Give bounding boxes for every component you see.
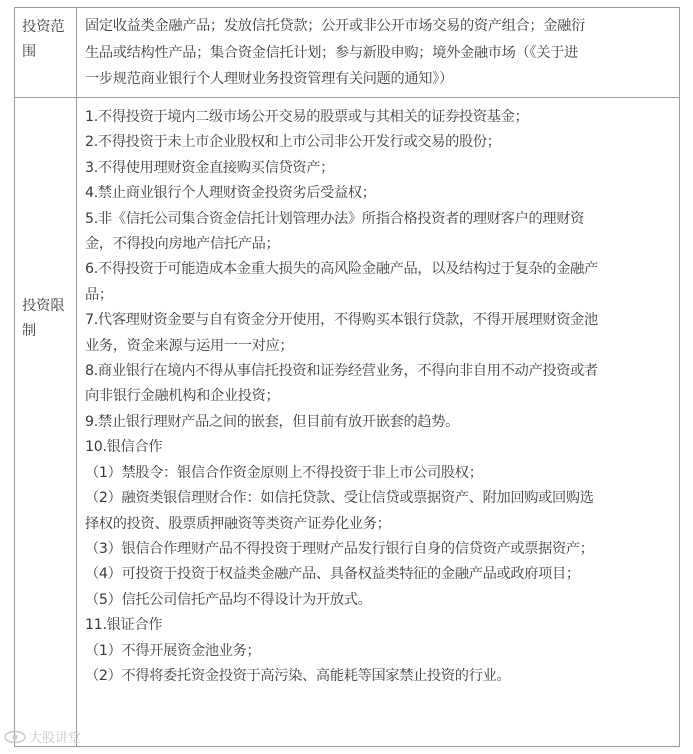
watermark-text: 大股讲堂: [29, 731, 82, 746]
limit-line: （1）不得开展资金池业务；: [85, 642, 261, 659]
limit-line: 6.不得投资于可能造成本金重大损失的高风险金融产品，以及结构过于复杂的金融产: [85, 261, 598, 278]
limit-line: 9.禁止银行理财产品之间的嵌套，但目前有放开嵌套的趋势。: [85, 413, 460, 430]
table-row-investment-scope: [15, 8, 679, 98]
limit-line: 1.不得投资于境内二级市场公开交易的股票或与其相关的证券投资基金；: [85, 109, 529, 125]
limit-line: 11.银证合作: [85, 617, 163, 634]
scope-line: 固定收益类金融产品；发放信托贷款；公开或非公开市场交易的资产组合；金融衍: [85, 18, 585, 34]
limit-line: 金，不得投向房地产信托产品；: [85, 236, 280, 253]
limit-line: 8.商业银行在境内不得从事信托投资和证券经营业务，不得向非自用不动产投资或者: [85, 363, 598, 380]
scope-label: 投资范围: [15, 8, 77, 97]
limit-line: （2）不得将委托资金投资于高污染、高能耗等国家禁止投资的行业。: [85, 667, 511, 684]
limit-line: 2.不得投资于未上市企业股权和上市公司非公开发行或交易的股份；: [85, 134, 501, 151]
limits-label: 投资限制: [15, 98, 77, 746]
investment-table: [14, 7, 680, 747]
limit-line: 10.银信合作: [85, 439, 163, 456]
limit-line: 4.禁止商业银行个人理财资金投资劣后受益权；: [85, 185, 376, 202]
limit-line: （1）禁股令：银信合作资金原则上不得投资于非上市公司股权；: [85, 464, 483, 481]
limit-line: 3.不得使用理财资金直接购买信贷资产；: [85, 159, 335, 176]
scope-line: 一步规范商业银行个人理财业务投资管理有关问题的通知》）: [85, 71, 453, 87]
limit-line: 品；: [85, 286, 113, 303]
limit-line: 7.代客理财资金要与自有资金分开使用，不得购买本银行贷款，不得开展理财资金池: [85, 312, 598, 329]
limit-line: 向非银行金融机构和企业投资；: [85, 388, 280, 405]
limit-line: 择权的投资、股票质押融资等类资产证券化业务；: [85, 515, 391, 532]
watermark: [4, 727, 81, 746]
watermark-eye-icon: [4, 730, 26, 744]
limit-line: 5.非《信托公司集合资金信托计划管理办法》所指合格投资者的理财客户的理财资: [85, 210, 585, 227]
scope-line: 生品或结构性产品；集合资金信托计划；参与新股申购；境外金融市场（《关于进: [85, 44, 578, 61]
limit-line: （4）可投资于投资于权益类金融产品、具备权益类特征的金融产品或政府项目；: [85, 566, 580, 583]
limit-line: （2）融资类银信理财合作：如信托贷款、受让信贷或票据资产、附加回购或回购选: [85, 490, 594, 507]
limit-line: （5）信托公司信托产品均不得设计为开放式。: [85, 591, 372, 608]
scope-content: [77, 8, 679, 97]
limit-line: （3）银信合作理财产品不得投资于理财产品发行银行自身的信贷资产或票据资产；: [85, 540, 594, 557]
limit-line: 业务，资金来源与运用一一对应；: [85, 337, 294, 354]
limits-content: [77, 98, 679, 746]
table-row-investment-limits: [15, 98, 679, 746]
